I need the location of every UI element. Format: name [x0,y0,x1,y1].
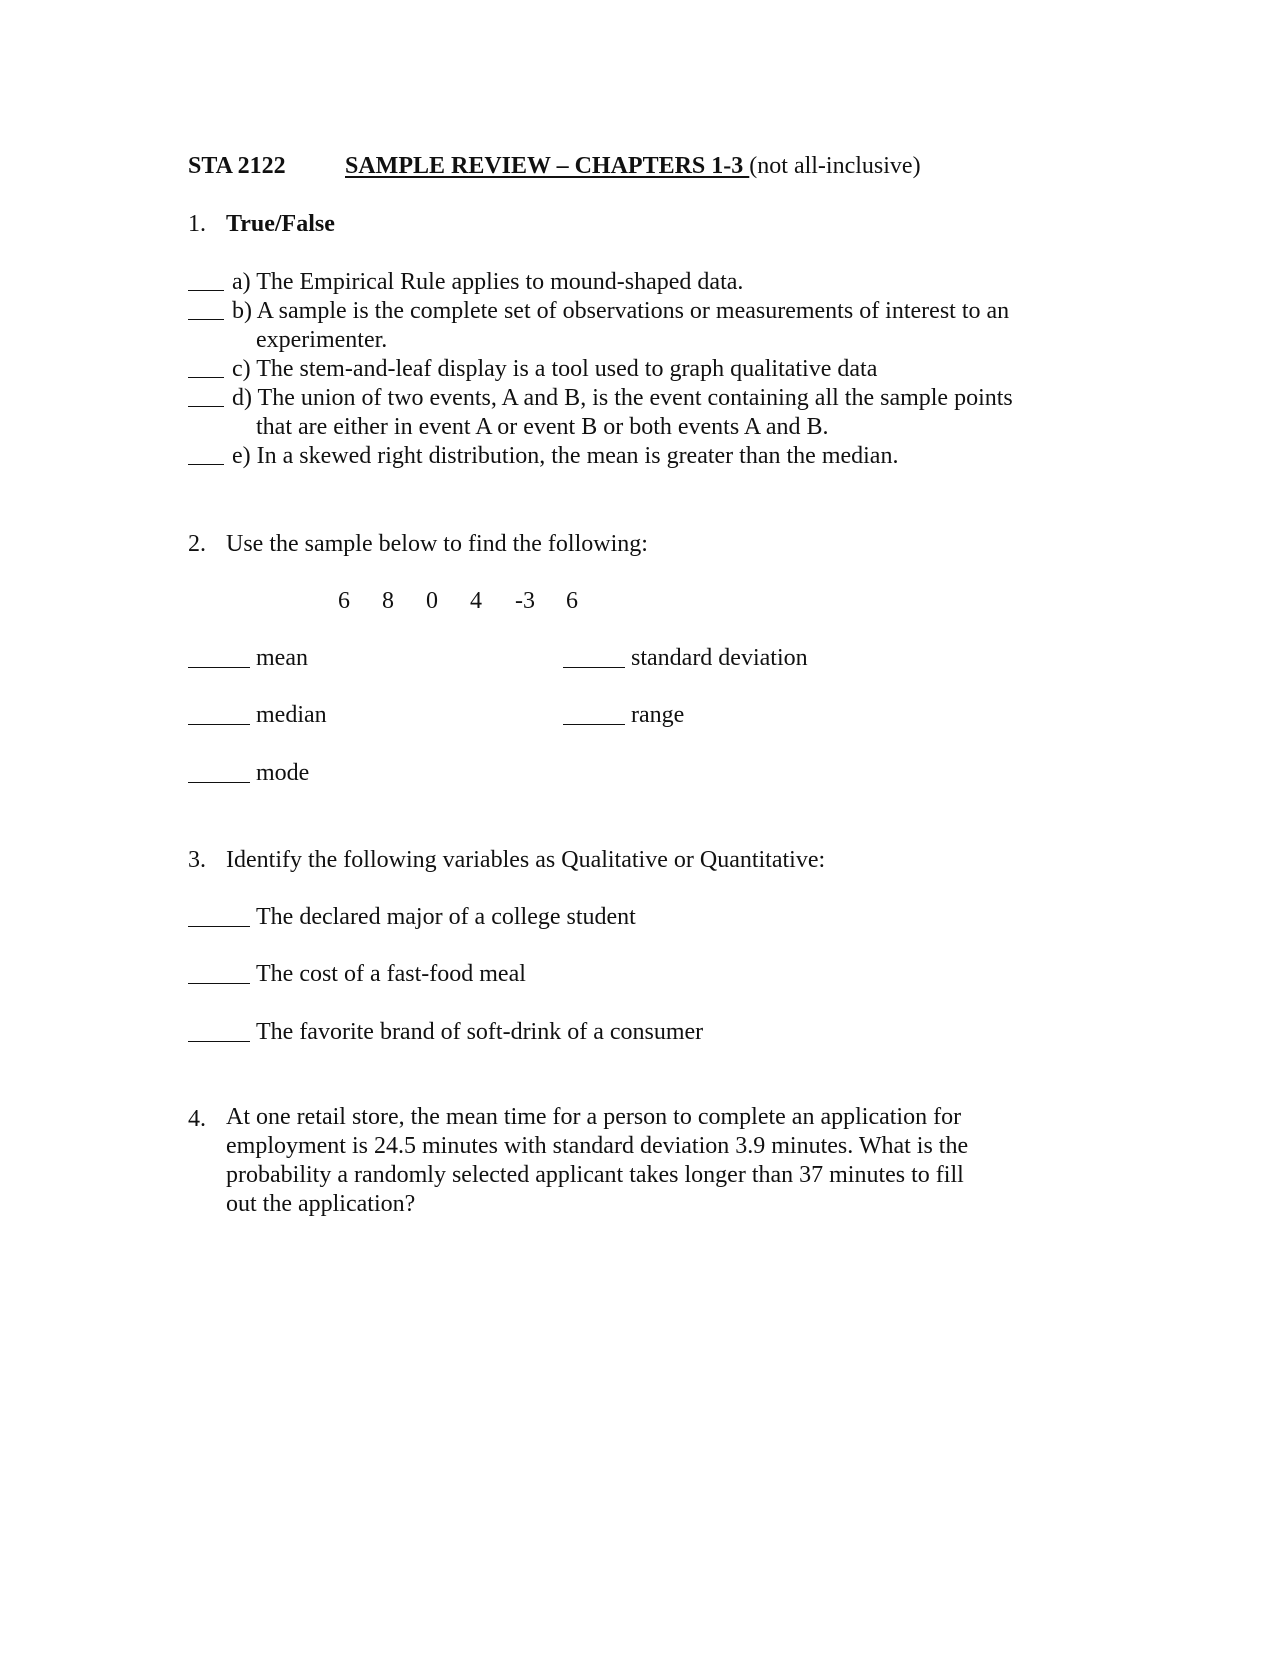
tf-statement: d) The union of two events, A and B, is the event containing all the sample points [232,385,1013,411]
variable-item: The favorite brand of soft-drink of a consumer [256,1019,704,1045]
sample-value: 4 [470,588,482,614]
tf-statement-continued: experimenter. [256,327,388,353]
sample-value: 8 [382,588,394,614]
q4-line: out the application? [226,1191,416,1217]
q4-line: employment is 24.5 minutes with standard deviation 3.9 minutes. What is the [226,1133,969,1159]
q4-line: probability a randomly selected applicant takes longer than 37 minutes to fill [226,1162,964,1188]
tf-statement: b) A sample is the complete set of observations or measurements of interest to an [232,298,1010,324]
q1-heading: True/False [226,211,335,237]
answer-blank[interactable] [188,464,224,465]
q3-prompt: Identify the following variables as Qualitative or Quantitative: [226,847,826,873]
q4-text [226,1103,1026,1219]
variable-item: The cost of a fast-food meal [256,961,526,987]
course-code: STA 2122 [188,153,286,179]
stat-label-median: median [256,702,327,728]
variable-item: The declared major of a college student [256,904,636,930]
answer-blank[interactable] [188,319,224,320]
answer-blank[interactable] [188,667,250,668]
tf-statement: e) In a skewed right distribution, the mean is greater than the median. [232,443,899,469]
sample-value: 6 [566,588,578,614]
title-note: (not all-inclusive) [749,153,921,179]
sample-value: 6 [338,588,350,614]
answer-blank[interactable] [188,724,250,725]
answer-blank[interactable] [188,290,224,291]
answer-blank[interactable] [188,406,224,407]
answer-blank[interactable] [563,667,625,668]
q3-number: 3. [188,847,206,873]
title-text: SAMPLE REVIEW – CHAPTERS 1-3 [345,153,750,179]
sample-value: -3 [515,588,535,614]
q4-number: 4. [188,1106,206,1132]
stat-label-range: range [631,702,685,728]
q1-number: 1. [188,211,206,237]
q4-line: At one retail store, the mean time for a person to complete an application for [226,1104,962,1130]
q2-number: 2. [188,531,206,557]
stat-label-mean: mean [256,645,308,671]
answer-blank[interactable] [188,782,250,783]
sample-value: 0 [426,588,438,614]
tf-statement: a) The Empirical Rule applies to mound-shaped data. [232,269,744,295]
tf-statement: c) The stem-and-leaf display is a tool used to graph qualitative data [232,356,878,382]
stat-label-standard-deviation: standard deviation [631,645,808,671]
tf-statement-continued: that are either in event A or event B or both events A and B. [256,414,829,440]
answer-blank[interactable] [188,926,250,927]
answer-blank[interactable] [188,377,224,378]
stat-label-mode: mode [256,760,310,786]
answer-blank[interactable] [563,724,625,725]
answer-blank[interactable] [188,983,250,984]
page-title [345,154,921,178]
q2-prompt: Use the sample below to find the following: [226,531,648,557]
answer-blank[interactable] [188,1041,250,1042]
